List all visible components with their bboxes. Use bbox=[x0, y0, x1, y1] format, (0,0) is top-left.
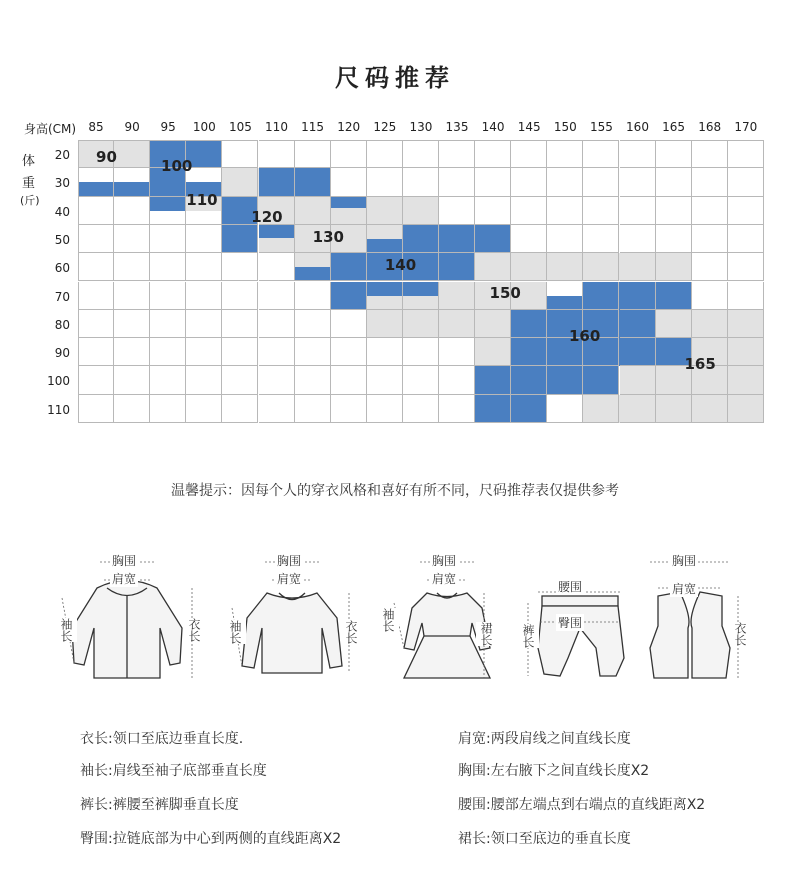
grid-cell bbox=[547, 225, 583, 253]
grid-cell bbox=[439, 253, 475, 281]
fig3-left-label: 袖长 bbox=[378, 608, 399, 632]
size-chart-grid bbox=[78, 140, 764, 423]
grid-cell bbox=[511, 168, 547, 196]
fig3-top-label-1: 胸围 bbox=[432, 554, 457, 568]
grid-cell bbox=[728, 253, 764, 281]
grid-cell bbox=[656, 225, 692, 253]
grid-cell bbox=[403, 168, 439, 196]
grid-cell bbox=[547, 366, 583, 394]
definition-sleeve-length: 袖长:肩线至袖子底部垂直长度 bbox=[80, 763, 267, 779]
grid-cell bbox=[728, 197, 764, 225]
weight-label-60: 60 bbox=[54, 261, 70, 276]
height-label-165: 165 bbox=[662, 120, 686, 134]
vest-figure bbox=[630, 548, 780, 698]
grid-cell bbox=[259, 338, 295, 366]
grid-cell bbox=[295, 366, 331, 394]
grid-cell bbox=[728, 366, 764, 394]
fig2-top-label-1: 胸围 bbox=[277, 554, 302, 568]
size-label-120: 120 bbox=[251, 207, 283, 226]
grid-cell bbox=[114, 225, 150, 253]
height-label-115: 115 bbox=[301, 120, 325, 134]
grid-cell bbox=[692, 140, 728, 168]
fig1-top-label-2: 肩宽 bbox=[112, 572, 137, 586]
grid-cell bbox=[367, 140, 403, 168]
grid-cell bbox=[547, 168, 583, 196]
grid-cell bbox=[583, 168, 619, 196]
grid-cell bbox=[656, 253, 692, 281]
grid-cell bbox=[78, 253, 114, 281]
weight-label-50: 50 bbox=[54, 232, 70, 247]
grid-cell bbox=[186, 395, 222, 423]
fig4-top-label-2: 臀围 bbox=[558, 616, 583, 630]
definition-coat-length: 衣长:领口至底边垂直长度. bbox=[80, 731, 244, 747]
grid-cell bbox=[367, 168, 403, 196]
grid-cell bbox=[475, 310, 511, 338]
grid-cell bbox=[222, 253, 258, 281]
grid-cell bbox=[692, 282, 728, 310]
grid-cell bbox=[511, 338, 547, 366]
grid-cell bbox=[331, 197, 367, 225]
page-title: 尺码推荐 bbox=[335, 64, 455, 92]
grid-cell bbox=[583, 282, 619, 310]
grid-cell bbox=[222, 225, 258, 253]
grid-cell bbox=[403, 282, 439, 310]
grid-cell bbox=[78, 168, 114, 196]
height-label-135: 135 bbox=[445, 120, 469, 134]
grid-cell bbox=[692, 310, 728, 338]
grid-cell bbox=[367, 395, 403, 423]
grid-cell bbox=[186, 310, 222, 338]
grid-cell bbox=[403, 197, 439, 225]
grid-cell bbox=[692, 225, 728, 253]
grid-cell bbox=[403, 225, 439, 253]
grid-cell bbox=[620, 366, 656, 394]
weight-axis-title-2: 重 bbox=[22, 176, 36, 191]
grid-cell bbox=[511, 225, 547, 253]
grid-cell bbox=[114, 253, 150, 281]
height-label-150: 150 bbox=[553, 120, 577, 134]
grid-cell bbox=[620, 168, 656, 196]
grid-cell bbox=[692, 197, 728, 225]
fig2-left-label: 袖长 bbox=[225, 620, 246, 644]
grid-cell bbox=[583, 253, 619, 281]
grid-cell bbox=[692, 253, 728, 281]
grid-cell bbox=[511, 197, 547, 225]
weight-label-30: 30 bbox=[54, 176, 70, 191]
grid-cell bbox=[547, 395, 583, 423]
grid-cell bbox=[150, 282, 186, 310]
grid-cell bbox=[114, 338, 150, 366]
grid-cell bbox=[728, 282, 764, 310]
grid-cell bbox=[439, 282, 475, 310]
grid-cell bbox=[511, 395, 547, 423]
dress-figure bbox=[372, 548, 522, 698]
grid-cell bbox=[620, 140, 656, 168]
grid-cell bbox=[511, 253, 547, 281]
height-label-120: 120 bbox=[337, 120, 361, 134]
grid-cell bbox=[656, 282, 692, 310]
grid-cell bbox=[222, 395, 258, 423]
grid-cell bbox=[78, 366, 114, 394]
weight-label-20: 20 bbox=[54, 148, 70, 162]
grid-cell bbox=[475, 168, 511, 196]
grid-cell bbox=[620, 395, 656, 423]
grid-cell bbox=[295, 338, 331, 366]
grid-cell bbox=[222, 310, 258, 338]
grid-cell bbox=[259, 282, 295, 310]
height-label-155: 155 bbox=[589, 120, 613, 134]
grid-cell bbox=[331, 310, 367, 338]
grid-cell bbox=[583, 140, 619, 168]
grid-cell bbox=[475, 366, 511, 394]
definition-hip: 臀围:拉链底部为中心到两侧的直线距离X2 bbox=[80, 831, 342, 847]
grid-cell bbox=[620, 338, 656, 366]
height-label-160: 160 bbox=[626, 120, 649, 134]
grid-cell bbox=[475, 197, 511, 225]
fig1-top-label-1: 胸围 bbox=[112, 554, 137, 568]
grid-cell bbox=[295, 168, 331, 196]
grid-cell bbox=[511, 140, 547, 168]
grid-cell bbox=[331, 395, 367, 423]
tip-text: 温馨提示：因每个人的穿衣风格和喜好有所不同，尺码推荐表仅提供参考 bbox=[171, 483, 619, 499]
grid-cell bbox=[259, 395, 295, 423]
grid-cell bbox=[475, 395, 511, 423]
grid-cell bbox=[620, 197, 656, 225]
grid-cell bbox=[114, 366, 150, 394]
grid-cell bbox=[331, 366, 367, 394]
grid-cell bbox=[403, 140, 439, 168]
grid-cell bbox=[439, 366, 475, 394]
grid-cell bbox=[620, 225, 656, 253]
size-label-140: 140 bbox=[384, 256, 417, 275]
fig3-right-label: 裙长 bbox=[476, 622, 497, 646]
grid-cell bbox=[78, 282, 114, 310]
grid-cell bbox=[728, 310, 764, 338]
grid-cell bbox=[114, 197, 150, 225]
grid-cell bbox=[656, 395, 692, 423]
grid-cell bbox=[403, 338, 439, 366]
grid-cell bbox=[656, 140, 692, 168]
height-label-170: 170 bbox=[734, 120, 758, 134]
size-label-150: 150 bbox=[489, 284, 521, 303]
grid-cell bbox=[728, 225, 764, 253]
hooded-jacket-figure bbox=[52, 548, 202, 698]
size-label-100: 100 bbox=[161, 156, 193, 175]
grid-cell bbox=[331, 253, 367, 281]
size-label-165: 165 bbox=[684, 355, 716, 374]
grid-cell bbox=[295, 310, 331, 338]
weight-label-70: 70 bbox=[54, 289, 70, 304]
grid-cell bbox=[475, 140, 511, 168]
grid-cell bbox=[583, 225, 619, 253]
weight-axis-title-3: (斤) bbox=[20, 194, 40, 207]
grid-cell bbox=[583, 395, 619, 423]
fig1-left-label: 袖长 bbox=[56, 618, 77, 642]
grid-cell bbox=[222, 168, 258, 196]
grid-cell bbox=[367, 310, 403, 338]
grid-cell bbox=[403, 395, 439, 423]
grid-cell bbox=[222, 366, 258, 394]
grid-cell bbox=[728, 140, 764, 168]
definition-waist: 腰围:腰部左端点到右端点的直线距离X2 bbox=[458, 797, 706, 813]
grid-cell bbox=[222, 140, 258, 168]
weight-label-110: 110 bbox=[47, 402, 70, 417]
grid-cell bbox=[331, 282, 367, 310]
grid-cell bbox=[620, 310, 656, 338]
height-label-140: 140 bbox=[481, 120, 505, 134]
grid-cell bbox=[78, 310, 114, 338]
grid-cell bbox=[367, 282, 403, 310]
weight-label-100: 100 bbox=[47, 374, 70, 389]
height-label-85: 85 bbox=[88, 120, 104, 134]
grid-cell bbox=[439, 225, 475, 253]
grid-cell bbox=[439, 310, 475, 338]
height-label-95: 95 bbox=[160, 120, 176, 134]
height-label-145: 145 bbox=[517, 120, 541, 134]
grid-cell bbox=[186, 338, 222, 366]
grid-cell bbox=[78, 395, 114, 423]
grid-cell bbox=[331, 168, 367, 196]
grid-cell bbox=[367, 338, 403, 366]
grid-cell bbox=[583, 366, 619, 394]
grid-cell bbox=[331, 140, 367, 168]
grid-cell bbox=[150, 310, 186, 338]
grid-cell bbox=[295, 395, 331, 423]
height-axis-title: 身高(CM) bbox=[24, 122, 77, 136]
grid-cell bbox=[150, 338, 186, 366]
grid-cell bbox=[222, 282, 258, 310]
grid-cell bbox=[150, 366, 186, 394]
grid-cell bbox=[367, 197, 403, 225]
grid-cell bbox=[186, 225, 222, 253]
grid-cell bbox=[439, 168, 475, 196]
grid-cell bbox=[439, 395, 475, 423]
grid-cell bbox=[295, 282, 331, 310]
grid-cell bbox=[78, 338, 114, 366]
grid-cell bbox=[692, 395, 728, 423]
grid-cell bbox=[222, 338, 258, 366]
definition-skirt-length: 裙长:领口至底边的垂直长度 bbox=[458, 831, 631, 847]
fig3-top-label-2: 肩宽 bbox=[432, 572, 457, 586]
fig4-left-label: 裤长 bbox=[518, 624, 539, 648]
height-label-105: 105 bbox=[228, 120, 252, 134]
vest-icon bbox=[630, 548, 780, 698]
grid-cell bbox=[295, 197, 331, 225]
grid-cell bbox=[692, 168, 728, 196]
definition-pants-length: 裤长:裤腰至裤脚垂直长度 bbox=[80, 797, 239, 813]
grid-cell bbox=[583, 197, 619, 225]
fig4-top-label-1: 腰围 bbox=[558, 580, 583, 594]
grid-cell bbox=[295, 140, 331, 168]
grid-cell bbox=[728, 338, 764, 366]
grid-cell bbox=[547, 253, 583, 281]
height-label-125: 125 bbox=[373, 120, 397, 134]
fig5-right-label: 衣长 bbox=[730, 622, 751, 646]
grid-cell bbox=[114, 140, 150, 168]
size-label-110: 110 bbox=[186, 190, 218, 209]
grid-cell bbox=[511, 310, 547, 338]
grid-cell bbox=[728, 168, 764, 196]
grid-cell bbox=[439, 197, 475, 225]
grid-cell bbox=[114, 395, 150, 423]
fig5-top-label-1: 胸围 bbox=[672, 554, 697, 568]
grid-cell bbox=[186, 366, 222, 394]
grid-cell bbox=[150, 395, 186, 423]
grid-cell bbox=[656, 168, 692, 196]
fig5-top-label-2: 肩宽 bbox=[672, 582, 697, 596]
weight-label-40: 40 bbox=[54, 204, 70, 219]
weight-label-90: 90 bbox=[54, 346, 70, 361]
grid-cell bbox=[259, 253, 295, 281]
height-label-100: 100 bbox=[192, 120, 216, 134]
grid-cell bbox=[403, 310, 439, 338]
grid-cell bbox=[439, 338, 475, 366]
grid-cell bbox=[547, 282, 583, 310]
grid-cell bbox=[259, 310, 295, 338]
grid-cell bbox=[475, 338, 511, 366]
height-label-90: 90 bbox=[124, 120, 140, 134]
grid-cell bbox=[150, 253, 186, 281]
grid-cell bbox=[367, 366, 403, 394]
grid-cell bbox=[78, 225, 114, 253]
grid-cell bbox=[259, 225, 295, 253]
grid-cell bbox=[259, 366, 295, 394]
grid-cell bbox=[547, 197, 583, 225]
grid-cell bbox=[78, 197, 114, 225]
grid-cell bbox=[656, 310, 692, 338]
grid-cell bbox=[620, 282, 656, 310]
weight-label-80: 80 bbox=[54, 317, 70, 332]
grid-cell bbox=[475, 225, 511, 253]
grid-cell bbox=[114, 282, 150, 310]
grid-cell bbox=[439, 140, 475, 168]
grid-cell bbox=[403, 366, 439, 394]
size-label-90: 90 bbox=[96, 148, 117, 167]
height-label-130: 130 bbox=[409, 120, 433, 134]
grid-cell bbox=[259, 168, 295, 196]
grid-cell bbox=[114, 168, 150, 196]
grid-cell bbox=[547, 140, 583, 168]
sweater-figure bbox=[217, 548, 367, 698]
definition-chest: 胸围:左右腋下之间直线长度X2 bbox=[458, 763, 650, 779]
size-label-160: 160 bbox=[568, 326, 601, 345]
grid-cell bbox=[331, 338, 367, 366]
height-label-168: 168 bbox=[698, 120, 722, 134]
height-label-110: 110 bbox=[265, 120, 288, 134]
grid-cell bbox=[728, 395, 764, 423]
grid-cell bbox=[367, 225, 403, 253]
grid-cell bbox=[656, 197, 692, 225]
grid-cell bbox=[259, 140, 295, 168]
grid-cell bbox=[186, 253, 222, 281]
grid-cell bbox=[150, 197, 186, 225]
grid-cell bbox=[150, 225, 186, 253]
fig2-top-label-2: 肩宽 bbox=[277, 572, 302, 586]
size-label-130: 130 bbox=[312, 227, 344, 246]
grid-cell bbox=[295, 253, 331, 281]
grid-cell bbox=[186, 282, 222, 310]
grid-cell bbox=[511, 366, 547, 394]
grid-cell bbox=[620, 253, 656, 281]
grid-cell bbox=[475, 253, 511, 281]
definition-shoulder-width: 肩宽:两段肩线之间直线长度 bbox=[458, 731, 631, 747]
fig1-right-label: 衣长 bbox=[184, 618, 205, 642]
weight-axis-title-1: 体 bbox=[22, 154, 36, 169]
grid-cell bbox=[114, 310, 150, 338]
fig2-right-label: 衣长 bbox=[341, 620, 362, 644]
